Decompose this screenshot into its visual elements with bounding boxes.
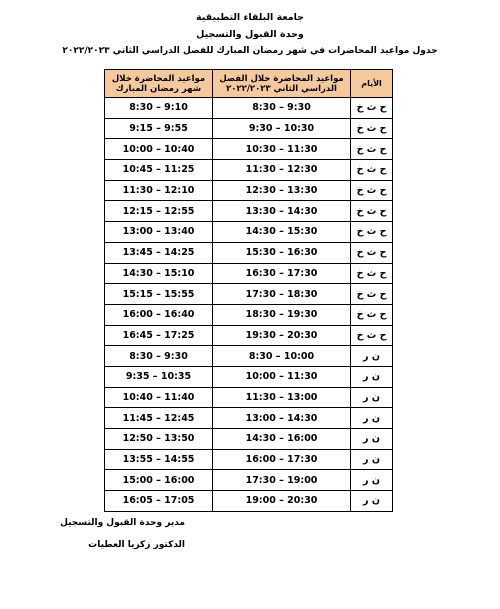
days-cell-text: ح ث خ [356, 226, 387, 238]
regular-time-cell-text: 9:30 – 10:30 [248, 123, 315, 135]
regular-time-cell [213, 408, 351, 429]
table-row [105, 284, 393, 305]
table-row [105, 429, 393, 450]
days-cell [351, 429, 393, 450]
ramadan-time-cell [105, 118, 213, 139]
ramadan-time-cell [105, 491, 213, 512]
ramadan-time-cell [105, 408, 213, 429]
ramadan-time-cell-text: 8:30 – 9:30 [129, 350, 188, 362]
regular-time-cell-text: 8:30 – 10:00 [248, 350, 315, 362]
ramadan-time-cell-text: 16:45 – 17:25 [122, 329, 195, 341]
regular-time-cell-text: 19:30 – 20:30 [245, 329, 318, 341]
ramadan-time-cell [105, 470, 213, 491]
ramadan-time-cell-text: 11:30 – 12:10 [122, 185, 195, 197]
signatory-role: مدير وحدة القبول والتسجيل [60, 518, 185, 528]
ramadan-time-cell [105, 139, 213, 160]
regular-time-cell [213, 366, 351, 387]
ramadan-time-cell-text: 10:00 – 10:40 [122, 143, 195, 155]
regular-time-cell [213, 470, 351, 491]
ramadan-time-cell [105, 180, 213, 201]
regular-time-cell [213, 346, 351, 367]
header-ramadan-times: مواعيد المحاضرة خلال شهر رمضان المبارك [105, 70, 213, 98]
regular-time-cell [213, 387, 351, 408]
days-cell-text: ح ث خ [356, 143, 387, 155]
ramadan-time-cell [105, 325, 213, 346]
days-cell-text: ح ث خ [356, 205, 387, 217]
days-cell-text: ن ر [363, 412, 380, 424]
days-cell [351, 366, 393, 387]
regular-time-cell [213, 284, 351, 305]
days-cell [351, 180, 393, 201]
ramadan-time-cell [105, 449, 213, 470]
days-cell-text: ن ر [363, 454, 380, 466]
schedule-table [104, 69, 393, 512]
ramadan-time-cell-text: 11:45 – 12:45 [122, 412, 195, 424]
days-cell [351, 263, 393, 284]
document-subtitle: جدول مواعيد المحاضرات في شهر رمضان المبارك للفصل الدراسي الثاني ٢٠٢٢/٢٠٢٣ [62, 46, 438, 56]
table-row [105, 449, 393, 470]
days-cell-text: ح ث خ [356, 267, 387, 279]
ramadan-time-cell-text: 16:00 – 16:40 [122, 309, 195, 321]
days-cell [351, 325, 393, 346]
days-cell-text: ن ر [363, 433, 380, 445]
ramadan-time-cell-text: 15:15 – 15:55 [122, 288, 195, 300]
table-row [105, 263, 393, 284]
regular-time-cell [213, 98, 351, 119]
days-cell-text: ن ر [363, 474, 380, 486]
days-cell-text: ح ث خ [356, 309, 387, 321]
table-row [105, 242, 393, 263]
regular-time-cell [213, 449, 351, 470]
ramadan-time-cell [105, 222, 213, 243]
table-row [105, 304, 393, 325]
days-cell-text: ح ث خ [356, 102, 387, 114]
table-row [105, 408, 393, 429]
table-row [105, 201, 393, 222]
days-cell-text: ح ث خ [356, 164, 387, 176]
regular-time-cell-text: 14:30 – 15:30 [245, 226, 318, 238]
ramadan-time-cell-text: 13:55 – 14:55 [122, 454, 195, 466]
days-cell [351, 222, 393, 243]
ramadan-time-cell-text: 12:15 – 12:55 [122, 205, 195, 217]
table-row [105, 180, 393, 201]
regular-time-cell [213, 304, 351, 325]
days-cell [351, 408, 393, 429]
regular-time-cell-text: 15:30 – 16:30 [245, 247, 318, 259]
days-cell-text: ح ث خ [356, 288, 387, 300]
table-row [105, 366, 393, 387]
regular-time-cell [213, 160, 351, 181]
regular-time-cell-text: 16:00 – 17:30 [245, 454, 318, 466]
ramadan-time-cell [105, 284, 213, 305]
regular-time-cell-text: 16:30 – 17:30 [245, 267, 318, 279]
ramadan-time-cell [105, 160, 213, 181]
table-row [105, 139, 393, 160]
regular-time-cell [213, 263, 351, 284]
table-row [105, 470, 393, 491]
regular-time-cell [213, 242, 351, 263]
days-cell [351, 118, 393, 139]
table-row [105, 160, 393, 181]
regular-time-cell [213, 222, 351, 243]
ramadan-time-cell-text: 13:45 – 14:25 [122, 247, 195, 259]
days-cell [351, 387, 393, 408]
table-row [105, 98, 393, 119]
ramadan-time-cell [105, 242, 213, 263]
regular-time-cell-text: 19:00 – 20:30 [245, 495, 318, 507]
regular-time-cell [213, 429, 351, 450]
days-cell [351, 470, 393, 491]
days-cell [351, 491, 393, 512]
regular-time-cell-text: 13:00 – 14:30 [245, 412, 318, 424]
regular-time-cell [213, 118, 351, 139]
days-cell [351, 139, 393, 160]
ramadan-time-cell [105, 304, 213, 325]
regular-time-cell-text: 13:30 – 14:30 [245, 205, 318, 217]
regular-time-cell [213, 180, 351, 201]
table-row [105, 325, 393, 346]
ramadan-time-cell [105, 346, 213, 367]
regular-time-cell [213, 201, 351, 222]
table-row [105, 118, 393, 139]
days-cell [351, 160, 393, 181]
days-cell-text: ح ث خ [356, 329, 387, 341]
signatory-name: الدكتور زكريا العطيات [88, 540, 185, 550]
ramadan-time-cell [105, 366, 213, 387]
regular-time-cell-text: 10:30 – 11:30 [245, 143, 318, 155]
table-row [105, 222, 393, 243]
days-cell-text: ن ر [363, 391, 380, 403]
ramadan-time-cell-text: 14:30 – 15:10 [122, 267, 195, 279]
days-cell-text: ن ر [363, 350, 380, 362]
regular-time-cell [213, 325, 351, 346]
regular-time-cell-text: 8:30 – 9:30 [252, 102, 311, 114]
regular-time-cell-text: 18:30 – 19:30 [245, 309, 318, 321]
table-header-row [105, 70, 393, 98]
days-cell-text: ن ر [363, 495, 380, 507]
days-cell-text: ح ث خ [356, 247, 387, 259]
days-cell-text: ن ر [363, 371, 380, 383]
ramadan-time-cell-text: 16:05 – 17:05 [122, 495, 195, 507]
ramadan-time-cell-text: 15:00 – 16:00 [122, 474, 195, 486]
days-cell [351, 284, 393, 305]
days-cell [351, 242, 393, 263]
table-row [105, 387, 393, 408]
ramadan-time-cell [105, 98, 213, 119]
days-cell-text: ح ث خ [356, 123, 387, 135]
regular-time-cell-text: 11:30 – 12:30 [245, 164, 318, 176]
regular-time-cell [213, 139, 351, 160]
ramadan-time-cell-text: 10:45 – 11:25 [122, 164, 195, 176]
days-cell [351, 346, 393, 367]
ramadan-time-cell-text: 10:40 – 11:40 [122, 391, 195, 403]
header-regular-times: مواعيد المحاضرة خلال الفصل الدراسي الثاني ٢٠٢٢/٢٠٢٣ [213, 70, 351, 98]
university-name: جامعة البلقاء التطبيقية [195, 12, 305, 23]
unit-name: وحدة القبول والتسجيل [196, 29, 304, 40]
regular-time-cell-text: 12:30 – 13:30 [245, 185, 318, 197]
regular-time-cell-text: 17:30 – 19:00 [245, 474, 318, 486]
days-cell [351, 98, 393, 119]
regular-time-cell [213, 491, 351, 512]
ramadan-time-cell [105, 263, 213, 284]
ramadan-time-cell [105, 429, 213, 450]
table-row [105, 491, 393, 512]
days-cell-text: ح ث خ [356, 185, 387, 197]
days-cell [351, 201, 393, 222]
ramadan-time-cell [105, 387, 213, 408]
ramadan-time-cell [105, 201, 213, 222]
ramadan-time-cell-text: 9:15 – 9:55 [129, 123, 188, 135]
ramadan-time-cell-text: 13:00 – 13:40 [122, 226, 195, 238]
regular-time-cell-text: 14:30 – 16:00 [245, 433, 318, 445]
regular-time-cell-text: 17:30 – 18:30 [245, 288, 318, 300]
regular-time-cell-text: 11:30 – 13:00 [245, 391, 318, 403]
header-days: الأيام [351, 70, 393, 98]
table-row [105, 346, 393, 367]
days-cell [351, 304, 393, 325]
days-cell [351, 449, 393, 470]
regular-time-cell-text: 10:00 – 11:30 [245, 371, 318, 383]
ramadan-time-cell-text: 9:35 – 10:35 [125, 371, 192, 383]
ramadan-time-cell-text: 8:30 – 9:10 [129, 102, 188, 114]
ramadan-time-cell-text: 12:50 – 13:50 [122, 433, 195, 445]
